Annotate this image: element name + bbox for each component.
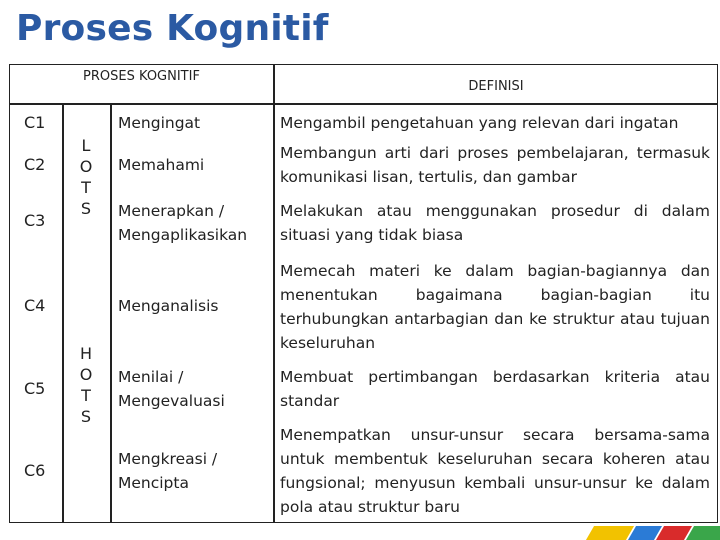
divider-before-definition-column (273, 65, 275, 523)
row-code: C2 (24, 155, 46, 174)
lots-letter: L (81, 136, 91, 155)
row-code: C4 (24, 296, 46, 315)
divider-header-left (10, 103, 274, 105)
row-definition: Membuat pertimbangan berdasarkan kriteria atau standar (280, 368, 710, 410)
lots-letter: T (81, 178, 91, 197)
divider-header-right (273, 103, 718, 105)
row-code: C5 (24, 379, 46, 398)
row-process: Memahami (118, 156, 205, 174)
hots-label (76, 343, 96, 427)
hots-letter: O (79, 365, 93, 384)
row-definition: Membangun arti dari proses pembelajaran, termasuk komunikasi lisan, tertulis, dan gambar (280, 144, 710, 186)
row-code: C6 (24, 461, 46, 480)
lots-letter: S (80, 199, 92, 218)
row-process: Menganalisis (118, 297, 219, 315)
row-process: Mengingat (118, 114, 201, 132)
row-definition: Memecah materi ke dalam bagian-bagiannya dan menentukan bagaimana bagian-bagian itu terhubungkan antarbagian dan ke struktur atau tujuan keseluruhan (280, 262, 710, 352)
row-definition: Melakukan atau menggunakan prosedur di dalam situasi yang tidak biasa (280, 202, 710, 244)
row-code: C1 (24, 113, 46, 132)
hots-letter: T (81, 386, 91, 405)
slide-title: Proses Kognitif (16, 8, 329, 49)
row-process: Menerapkan / Mengaplikasikan (118, 202, 248, 244)
hots-letter: H (79, 344, 93, 363)
header-definisi: DEFINISI (468, 79, 524, 94)
row-process: Mengkreasi / Mencipta (118, 450, 218, 492)
lots-label (76, 135, 96, 219)
divider-after-code-column (62, 103, 64, 523)
divider-after-letter-column (110, 103, 112, 523)
row-definition: Menempatkan unsur-unsur secara bersama-sama untuk membentuk keseluruhan secara koheren atau fungsional; menyusun kembali unsur-unsur ke dalam pola atau struktur baru (280, 426, 710, 516)
row-process: Menilai / Mengevaluasi (118, 368, 225, 410)
hots-letter: S (80, 407, 92, 426)
stripe-yellow (586, 526, 634, 540)
row-definition: Mengambil pengetahuan yang relevan dari ingatan (280, 114, 679, 132)
row-code: C3 (24, 211, 46, 230)
header-proses-kognitif: PROSES KOGNITIF (83, 69, 200, 84)
stripe-green (686, 526, 720, 540)
cognitive-process-table (9, 64, 718, 523)
lots-letter: O (79, 157, 93, 176)
